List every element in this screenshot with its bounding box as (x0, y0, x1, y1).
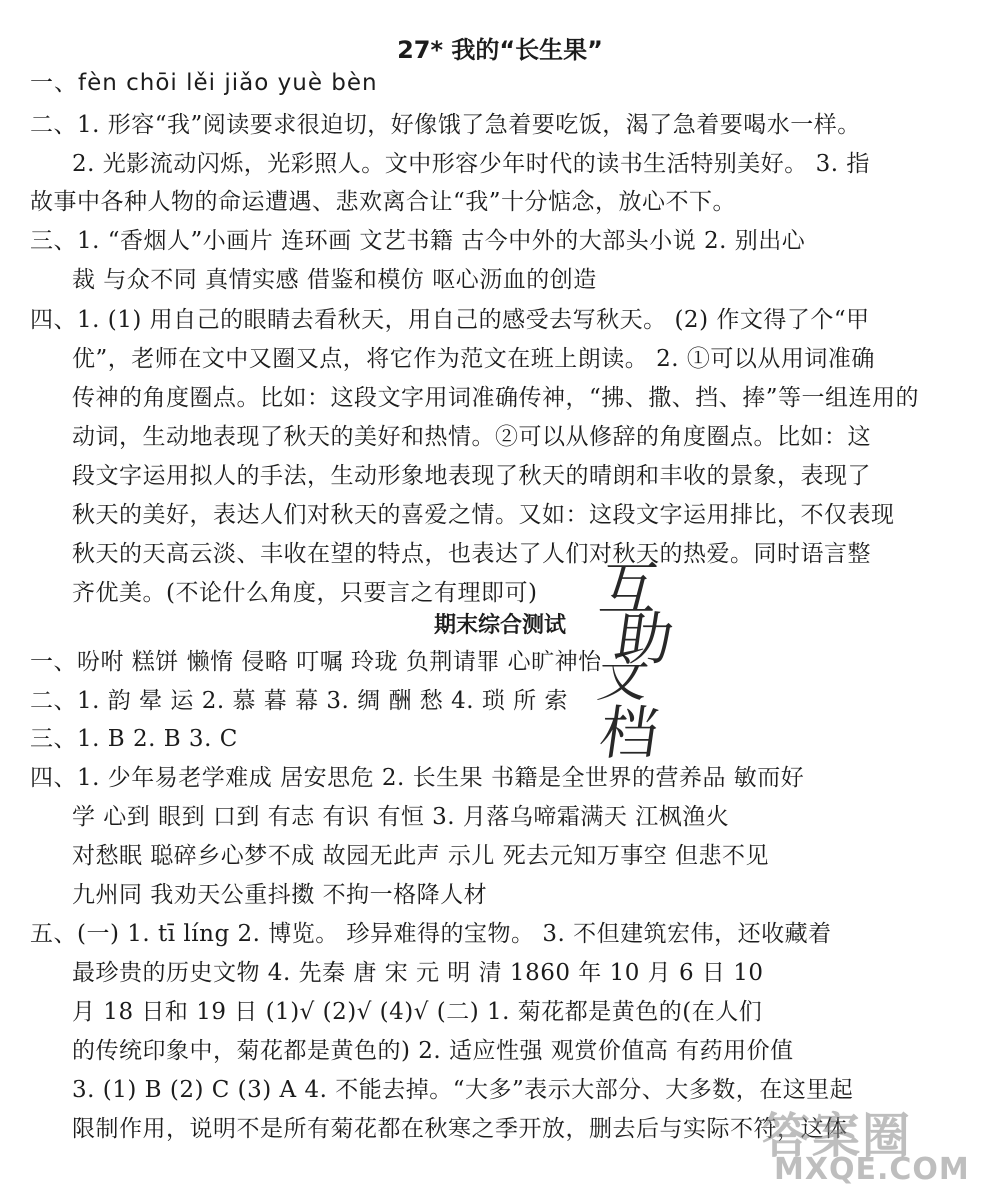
text-line: 三、1. “香烟人”小画片 连环画 文艺书籍 古今中外的大部头小说 2. 别出心 (30, 228, 806, 254)
text-line: 九州同 我劝天公重抖擞 不拘一格降人材 (72, 882, 488, 908)
text-line: 四、1. 少年易老学难成 居安思危 2. 长生果 书籍是全世界的营养品 敏而好 (30, 765, 805, 791)
handwritten-char: 助 (610, 605, 678, 673)
text-line: 段文字运用拟人的手法，生动形象地表现了秋天的晴朗和丰收的景象，表现了 (72, 463, 871, 489)
text-line: 2. 光影流动闪烁，光彩照人。文中形容少年时代的读书生活特别美好。 3. 指 (72, 151, 870, 177)
watermark-url: MXQE.COM (774, 1152, 970, 1187)
watermark-logo (762, 1097, 992, 1187)
handwritten-char: 档 (595, 699, 663, 767)
text-line: 五、(一) 1. tī líng 2. 博览。 珍异难得的宝物。 3. 不但建筑宏伟，还收藏着 (30, 921, 832, 947)
text-line: 故事中各种人物的命运遭遇、悲欢离合让“我”十分惦念，放心不下。 (30, 189, 737, 215)
text-line: 动词，生动地表现了秋天的美好和热情。②可以从修辞的角度圈点。比如：这 (72, 424, 871, 450)
text-line: 齐优美。(不论什么角度，只要言之有理即可) (72, 580, 538, 606)
text-line: 对愁眠 聪碎乡心梦不成 故园无此声 示儿 死去元知万事空 但悲不见 (72, 843, 770, 869)
text-line: 二、1. 韵 晕 运 2. 慕 暮 幕 3. 绸 酬 愁 4. 琐 所 索 (30, 688, 568, 714)
text-line: 的传统印象中，菊花都是黄色的) 2. 适应性强 观赏价值高 有药用价值 (72, 1038, 794, 1064)
text-line: 月 18 日和 19 日 (1)√ (2)√ (4)√ (二) 1. 菊花都是黄色的(在人们 (72, 999, 763, 1025)
text-line: 四、1. (1) 用自己的眼睛去看秋天，用自己的感受去写秋天。 (2) 作文得了个“甲 (30, 307, 870, 333)
text-line: 一、fèn chōi lěi jiǎo yuè bèn (30, 70, 378, 96)
text-line: 学 心到 眼到 口到 有志 有识 有恒 3. 月落乌啼霜满天 江枫渔火 (72, 804, 730, 830)
text-line: 一、吩咐 糕饼 懒惰 侵略 叮嘱 玲珑 负荆请罪 心旷神怡 (30, 649, 602, 675)
text-line: 裁 与众不同 真情实感 借鉴和模仿 呕心沥血的创造 (72, 267, 597, 293)
text-line: 限制作用，说明不是所有菊花都在秋寒之季开放，删去后与实际不符，这体 (72, 1116, 848, 1142)
text-line: 优”，老师在文中又圈又点，将它作为范文在班上朗读。 2. ①可以从用词准确 (72, 346, 875, 372)
section-title: 期末综合测试 (433, 613, 566, 638)
watermark-text: 答案圈 (762, 1108, 913, 1164)
chapter-title: 27* 我的“长生果” (397, 36, 603, 64)
handwritten-char: 互 (595, 555, 663, 623)
text-line: 秋天的美好，表达人们对秋天的喜爱之情。又如：这段文字运用排比，不仅表现 (72, 502, 895, 528)
text-line: 二、1. 形容“我”阅读要求很迫切，好像饿了急着要吃饭，渴了急着要喝水一样。 (30, 112, 861, 138)
text-line: 3. (1) B (2) C (3) A 4. 不能去掉。“大多”表示大部分、大多数，在这里起 (72, 1077, 854, 1103)
text-line: 传神的角度圈点。比如：这段文字用词准确传神，“拂、撒、挡、捧”等一组连用的 (72, 385, 920, 411)
text-line: 最珍贵的历史文物 4. 先秦 唐 宋 元 明 清 1860 年 10 月 6 日 10 (72, 960, 764, 986)
handwritten-char: 文 (593, 650, 653, 708)
text-line: 三、1. B 2. B 3. C (30, 726, 238, 752)
text-line: 秋天的天高云淡、丰收在望的特点，也表达了人们对秋天的热爱。同时语言整 (72, 541, 871, 567)
